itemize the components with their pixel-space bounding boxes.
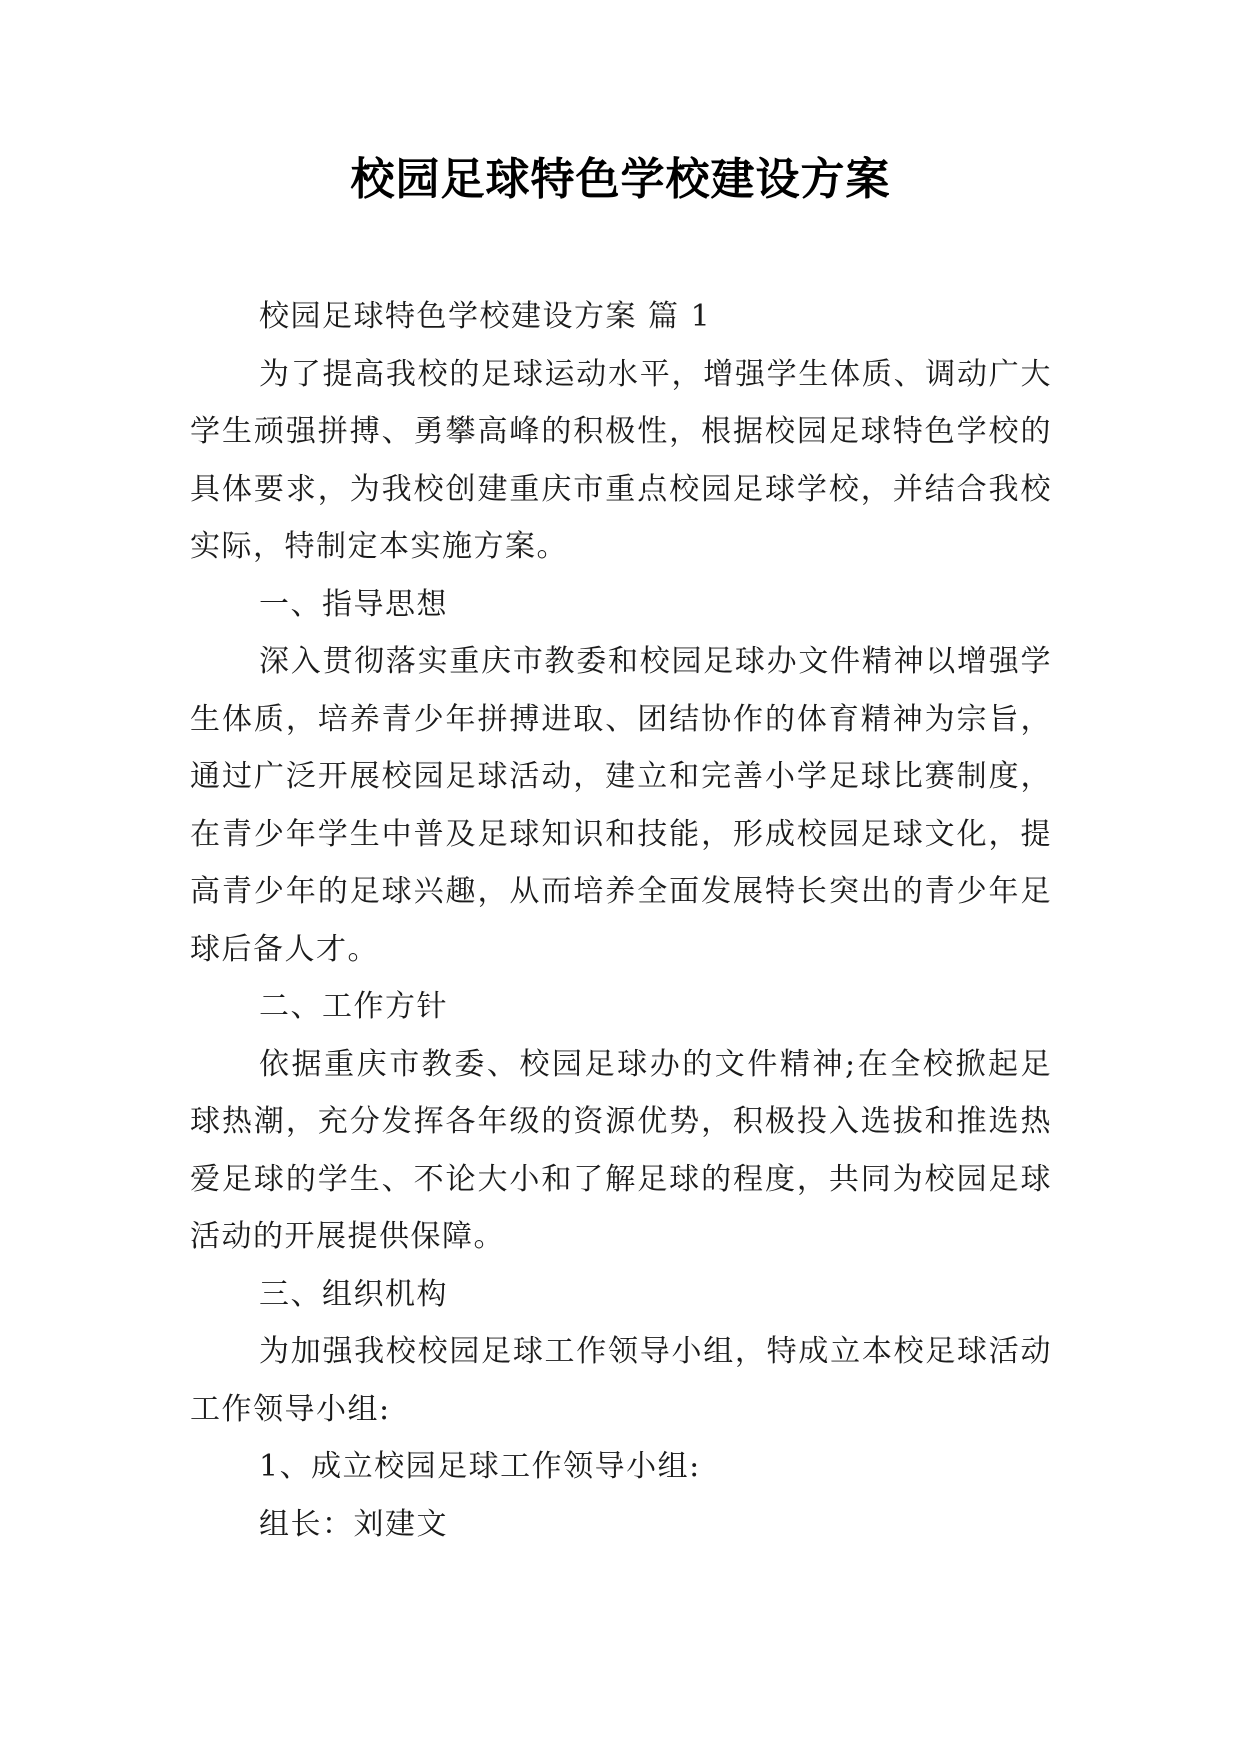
group-leader-line: 组长：刘建文 bbox=[259, 1506, 448, 1542]
organization-paragraph: 为加强我校校园足球工作领导小组，特成立本校足球活动工作领导小组: bbox=[190, 1334, 1052, 1427]
heading-work-policy: 二、工作方针 bbox=[259, 989, 448, 1024]
organization-item-1: 1、成立校园足球工作领导小组: bbox=[259, 1449, 701, 1484]
heading-organization: 三、组织机构 bbox=[259, 1276, 448, 1312]
heading-guiding-ideology: 一、指导思想 bbox=[259, 586, 448, 622]
guiding-ideology-paragraph: 深入贯彻落实重庆市教委和校园足球办文件精神以增强学生体质，培养青少年拼搏进取、团结协作的体育精神为宗旨，通过广泛开展校园足球活动，建立和完善小学足球比赛制度，在青少年学生中普及足球知识和技能，形成校园足球文化，提高青少年的足球兴趣，从而培养全面发展特长突出的青少年足球后备人才。 bbox=[190, 644, 1052, 967]
section-subtitle: 校园足球特色学校建设方案 篇 1 bbox=[259, 299, 712, 334]
work-policy-paragraph: 依据重庆市教委、校园足球办的文件精神;在全校掀起足球热潮，充分发挥各年级的资源优势，积极投入选拔和推选热爱足球的学生、不论大小和了解足球的程度，共同为校园足球活动的开展提供保障。 bbox=[190, 1046, 1052, 1254]
document-body bbox=[190, 288, 1052, 1553]
document-title: 校园足球特色学校建设方案 bbox=[350, 154, 891, 205]
intro-paragraph: 为了提高我校的足球运动水平，增强学生体质、调动广大学生顽强拼搏、勇攀高峰的积极性，根据校园足球特色学校的具体要求，为我校创建重庆市重点校园足球学校，并结合我校实际，特制定本实施方案。 bbox=[190, 356, 1052, 564]
